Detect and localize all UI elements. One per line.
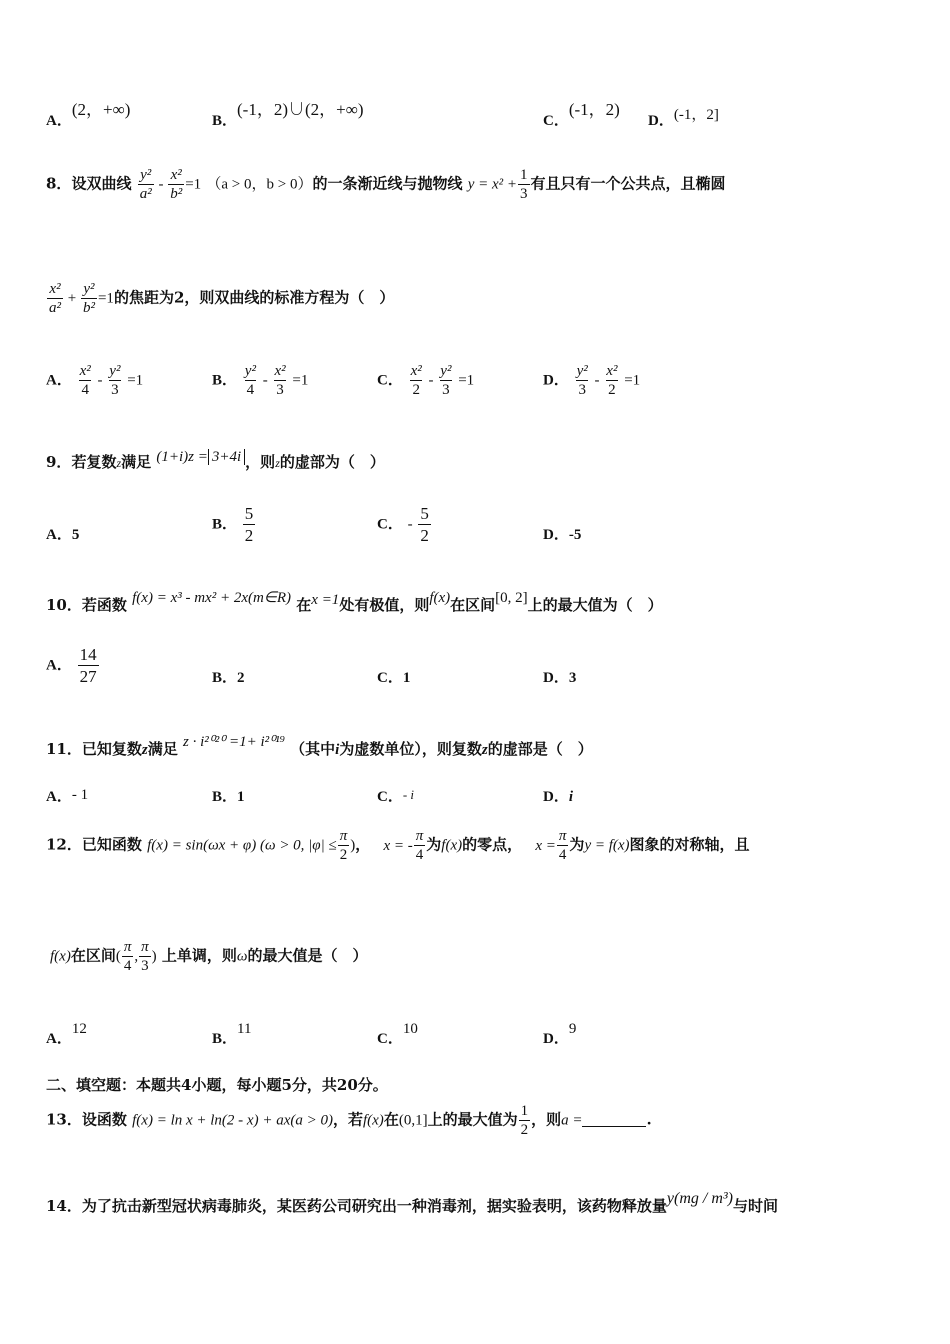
stem-text: 上的最大值为（ ） [527, 596, 663, 614]
variable-z: z [116, 456, 122, 470]
q12-stem-line1: 12．已知函数 f(x) = sin(ωx + φ) (ω > 0, |φ| ≤ $\frac{\pi}{2}$ )， x = - $\frac{\pi}{4}$ 为f(x)的零点， x = $\frac{\pi}{4}$ 为y = f(x)图象的对称轴，且 [46, 828, 750, 863]
option-label: B． [212, 789, 238, 805]
stem-text: 为虚数单位），则复数 [339, 740, 482, 758]
option-text: 5 [71, 527, 80, 543]
option-label: C． [377, 1031, 403, 1047]
answer-blank[interactable] [582, 1112, 646, 1127]
q11-option-b [212, 786, 245, 807]
option-label: C． [377, 516, 403, 533]
q11-option-d [543, 786, 573, 807]
q8-option-d: D． $\frac{\text{y²}}{3}$ - $\frac{\text{x²}}{2}$ =1 [543, 363, 641, 398]
stem-text: 有且只有一个公共点，且椭圆 [530, 174, 726, 193]
stem-text: 处有极值，则 [339, 596, 430, 614]
ellipse-term-y: $\frac{\text{y²}}{\text{b²}}$ [82, 281, 95, 316]
q12-option-d [543, 1021, 577, 1049]
option-text: -5 [568, 527, 582, 543]
variable-z: z [141, 742, 148, 758]
math-op: =1 [97, 290, 114, 307]
function-definition: f(x) = sin(ωx + φ) (ω > 0, |φ| ≤ [147, 837, 337, 854]
q9-option-d [543, 524, 581, 545]
interval: (0,1] [398, 1112, 428, 1129]
q12-option-b [212, 1021, 252, 1049]
hyperbola-term-y: $\frac{\text{y²}}{\text{a²}}$ [139, 167, 152, 202]
stem-text: ，则 [245, 453, 276, 471]
stem-text: 在 [296, 596, 312, 614]
option-label: B． [212, 372, 238, 389]
option-text: 11 [237, 1021, 252, 1037]
option-label: D． [543, 789, 569, 805]
stem-text: 的焦距为2，则双曲线的标准方程为（ ） [113, 288, 395, 307]
option-text: (-1，2] [673, 107, 719, 123]
equation-abs: 3+4i [208, 449, 245, 465]
q8-stem-line1 [46, 166, 726, 203]
parabola-equation: y = x² + [467, 176, 518, 193]
q8-stem-line2 [46, 280, 394, 317]
question-number: 13． [46, 1110, 82, 1129]
option-label: B． [212, 670, 238, 686]
symmetry-axis: x = [535, 837, 556, 854]
variable-z: z [481, 742, 488, 758]
stem-text: （其中 [290, 740, 336, 758]
q12-option-a [46, 1021, 87, 1049]
q8-option-c: C． $\frac{\text{x²}}{2}$ - $\frac{\text{y²}}{3}$ =1 [377, 363, 475, 398]
option-label: C． [543, 113, 569, 129]
q9-stem [46, 449, 385, 473]
zero-point: x = - [383, 837, 413, 854]
option-text: 10 [402, 1021, 418, 1037]
option-text: 12 [71, 1021, 87, 1037]
section-heading: 二、填空题：本题共4小题，每小题5分，共20分。 [46, 1076, 388, 1094]
q13-stem: 13．设函数 f(x) = ln x + ln(2 - x) + ax(a > 0)，若f(x)在(0,1]上的最大值为 $\frac{1}{2}$ ，则a = . [46, 1103, 652, 1138]
option-label: C． [377, 789, 403, 805]
option-text: - 1 [71, 787, 89, 803]
question-number: 11． [46, 740, 82, 758]
option-text: - i [402, 787, 415, 802]
stem-text: 在区间 [450, 596, 496, 614]
math-op: =1 [185, 176, 202, 193]
option-text: 1 [237, 789, 245, 805]
q7-option-a [46, 100, 131, 131]
option-text: (-1，2) [568, 100, 620, 119]
option-label: D． [543, 670, 569, 686]
variable-i: i [335, 742, 340, 758]
question-number: 14． [46, 1197, 82, 1215]
q8-option-b: B． $\frac{\text{y²}}{4}$ - $\frac{\text{x²}}{3}$ =1 [212, 363, 309, 398]
q10-option-a: A． $\frac{14}{27}$ [46, 645, 97, 686]
q10-option-b [212, 667, 245, 688]
variable-z: z [275, 456, 280, 470]
q10-option-d [543, 667, 576, 688]
option-text: 1 [402, 670, 411, 686]
extremum-point: x =1 [311, 592, 340, 608]
unit: y(mg / m³) [666, 1190, 733, 1207]
omega-symbol: ω [236, 948, 248, 965]
option-text: (2，+∞) [71, 100, 131, 119]
stem-text: 已知函数 [81, 835, 142, 854]
q11-stem [46, 734, 593, 760]
option-label: A． [46, 789, 72, 805]
stem-text: 若复数 [71, 453, 117, 471]
question-number: 12． [46, 835, 82, 854]
interval: [0, 2] [495, 590, 528, 606]
hyperbola-term-x: $\frac{\text{x²}}{\text{b²}}$ [170, 167, 183, 202]
q10-stem [46, 590, 663, 616]
option-label: D． [543, 1031, 569, 1047]
stem-text: 的一条渐近线与抛物线 [312, 174, 463, 193]
q12-option-c [377, 1021, 418, 1049]
stem-text: 已知复数 [81, 740, 142, 758]
option-label: D． [543, 372, 569, 389]
math-op: + [64, 290, 80, 307]
q9-option-b: B． $\frac{5}{2}$ [212, 504, 254, 545]
option-label: C． [377, 670, 403, 686]
function-definition: f(x) = ln x + ln(2 - x) + ax(a > 0) [132, 1112, 333, 1129]
option-text: (-1，2)∪(2，+∞) [237, 100, 364, 119]
option-text: 2 [237, 670, 245, 686]
option-label: D． [648, 113, 674, 129]
option-text: 9 [568, 1021, 577, 1037]
q11-option-a [46, 786, 88, 807]
option-label: B． [212, 1031, 238, 1047]
math-op: - [154, 176, 168, 193]
q7-option-b [212, 100, 364, 131]
option-label: B． [212, 113, 238, 129]
option-text: 3 [568, 670, 577, 686]
parabola-fraction: $\frac{1}{3}$ [520, 167, 528, 202]
stem-text: 若函数 [81, 596, 127, 614]
q7-option-d [648, 107, 719, 131]
option-label: A． [46, 113, 72, 129]
q10-option-c [377, 667, 410, 688]
option-label: A． [46, 657, 72, 674]
function-definition: f(x) = x³ - mx² + 2x(m∈R) [132, 590, 292, 606]
stem-text: 的虚部是（ ） [487, 740, 593, 758]
question-number: 8． [46, 174, 72, 193]
option-label: A． [46, 527, 72, 543]
q9-option-c: C． - $\frac{5}{2}$ [377, 504, 429, 545]
stem-text: 设双曲线 [71, 174, 132, 193]
option-label: A． [46, 372, 72, 389]
option-label: C． [377, 372, 403, 389]
ellipse-term-x: $\frac{\text{x²}}{\text{a²}}$ [49, 281, 61, 316]
option-text: i [568, 789, 574, 805]
stem-text: 的虚部为（ ） [279, 453, 385, 471]
q7-option-c [543, 100, 620, 131]
equation-left: (1+i)z = [156, 449, 208, 465]
option-label: A． [46, 1031, 72, 1047]
option-label: D． [543, 527, 569, 543]
stem-text: 满足 [147, 740, 178, 758]
q14-stem [46, 1190, 779, 1217]
stem-text: 与时间 [733, 1197, 779, 1215]
equation: z · i²⁰²⁰ =1+ i²⁰¹⁹ [182, 734, 285, 750]
q11-option-c [377, 786, 414, 807]
q12-stem-line2: f(x)在区间( $\frac{\pi}{4}$ , $\frac{\pi}{3}$ ) 上单调，则ω的最大值是（ ） [50, 939, 368, 974]
question-number: 9． [46, 453, 72, 471]
hyperbola-condition: （a > 0，b > 0） [206, 176, 313, 193]
option-label: B． [212, 516, 238, 533]
stem-text: 设函数 [81, 1110, 127, 1129]
function-symbol: f(x) [429, 590, 451, 606]
function-symbol: f(x) [50, 948, 71, 965]
stem-text: 满足 [121, 453, 152, 471]
q8-option-a: A． $\frac{\text{x²}}{4}$ - $\frac{\text{y²}}{3}$ =1 [46, 363, 144, 398]
stem-text: 为了抗击新型冠状病毒肺炎，某医药公司研究出一种消毒剂，据实验表明，该药物释放量 [81, 1197, 667, 1215]
question-number: 10． [46, 596, 82, 614]
q9-option-a [46, 524, 79, 545]
